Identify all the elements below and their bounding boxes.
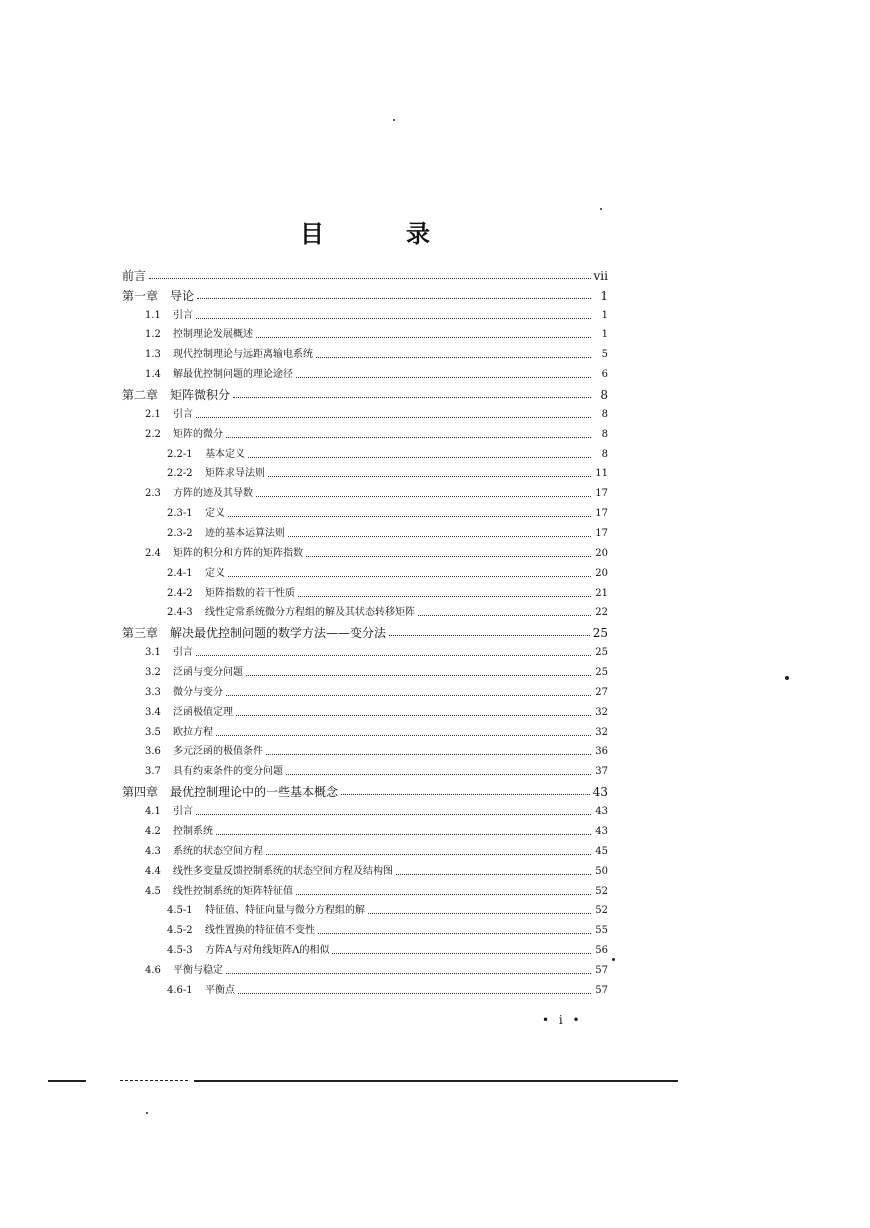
table-of-contents	[122, 262, 608, 997]
toc-title-char-1: 目	[300, 220, 324, 248]
toc-subsection-row	[122, 917, 608, 937]
toc-entry-number: 2.4-1	[167, 567, 193, 579]
toc-section-row	[122, 858, 608, 878]
toc-entry-page: 56	[595, 945, 608, 957]
toc-entry-page: 32	[595, 726, 608, 738]
dot-leader	[286, 774, 591, 775]
dot-leader	[228, 576, 591, 577]
dot-leader	[197, 298, 591, 299]
toc-entry-title: 泛函极值定理	[173, 706, 233, 718]
toc-entry-title: 前言	[122, 268, 147, 283]
toc-entry-number: 4.6-1	[167, 984, 193, 996]
dot-leader	[216, 735, 591, 736]
toc-entry-page: 8	[601, 448, 608, 460]
toc-entry-title: 系统的状态空间方程	[173, 845, 263, 857]
toc-entry-page: 1	[600, 288, 608, 303]
toc-entry-page: 32	[595, 706, 608, 718]
toc-entry-page: 36	[595, 746, 608, 758]
toc-entry-title: 定义	[205, 567, 225, 579]
toc-entry-number: 4.3	[145, 845, 161, 857]
dot-leader	[318, 933, 591, 934]
dot-leader	[266, 754, 591, 755]
toc-entry-title: 微分与变分	[173, 686, 223, 698]
toc-section-row	[122, 659, 608, 679]
toc-entry-number: 第二章	[122, 388, 159, 403]
dot-leader	[246, 675, 591, 676]
toc-entry-page: 8	[601, 428, 608, 440]
toc-chapter-row	[122, 778, 608, 798]
toc-entry-number: 2.2-1	[167, 448, 193, 460]
toc-entry-title: 定义	[205, 508, 225, 520]
toc-entry-page: 25	[592, 626, 608, 641]
toc-entry-page: 45	[595, 845, 608, 857]
toc-entry-number: 3.4	[145, 706, 161, 718]
toc-entry-page: 37	[595, 766, 608, 778]
toc-chapter-row	[122, 619, 608, 639]
toc-entry-number: 4.5-1	[167, 905, 193, 917]
toc-entry-title: 引言	[173, 647, 193, 659]
dot-leader	[268, 476, 591, 477]
toc-chapter-row	[122, 381, 608, 401]
dot-leader	[389, 635, 590, 636]
scan-speck	[393, 119, 395, 121]
dot-leader	[368, 913, 591, 914]
dot-leader	[233, 397, 591, 398]
toc-section-row	[122, 719, 608, 739]
toc-entry-number: 2.4	[145, 547, 161, 559]
toc-entry-title: 控制理论发展概述	[173, 329, 253, 341]
toc-entry-page: 57	[595, 964, 608, 976]
toc-section-row	[122, 739, 608, 759]
toc-subsection-row	[122, 560, 608, 580]
dot-leader	[228, 516, 591, 517]
toc-section-row	[122, 540, 608, 560]
toc-entry-title: 方阵的迹及其导数	[173, 488, 253, 500]
toc-section-row	[122, 679, 608, 699]
toc-entry-number: 1.2	[145, 329, 161, 341]
toc-entry-page: 17	[595, 528, 608, 540]
dot-leader	[196, 417, 591, 418]
toc-entry-number: 4.5	[145, 885, 161, 897]
scan-edge-line	[120, 1080, 188, 1083]
dot-leader	[248, 457, 591, 458]
toc-section-row	[122, 639, 608, 659]
toc-entry-title: 引言	[173, 408, 193, 420]
toc-entry-page: 22	[595, 607, 608, 619]
dot-leader	[296, 894, 591, 895]
dot-leader	[418, 615, 591, 616]
toc-entry-title: 欧拉方程	[173, 726, 213, 738]
toc-entry-title: 矩阵求导法则	[205, 468, 265, 480]
toc-section-row	[122, 361, 608, 381]
toc-entry-title: 最优控制理论中的一些基本概念	[170, 785, 339, 800]
dot-leader	[226, 437, 591, 438]
toc-entry-number: 2.2	[145, 428, 161, 440]
dot-leader	[196, 318, 591, 319]
toc-entry-page: 21	[595, 587, 608, 599]
toc-entry-page: vii	[593, 268, 608, 283]
toc-entry-number: 第一章	[122, 288, 159, 303]
scan-speck	[612, 958, 615, 961]
toc-title	[300, 214, 430, 249]
toc-section-row	[122, 421, 608, 441]
toc-entry-number: 1.3	[145, 349, 161, 361]
toc-section-row	[122, 838, 608, 858]
toc-entry-number: 4.4	[145, 865, 161, 877]
toc-entry-page: 25	[595, 647, 608, 659]
scan-edge-line	[48, 1080, 86, 1082]
toc-entry-number: 3.2	[145, 667, 161, 679]
toc-entry-page: 5	[601, 349, 608, 361]
toc-entry-number: 2.3-1	[167, 508, 193, 520]
toc-subsection-row	[122, 977, 608, 997]
toc-entry-page: 27	[595, 686, 608, 698]
scan-speck	[785, 676, 789, 680]
toc-entry-title: 矩阵的微分	[173, 428, 223, 440]
dot-leader	[196, 655, 591, 656]
toc-entry-title: 泛函与变分问题	[173, 667, 243, 679]
dot-leader	[332, 953, 591, 954]
toc-entry-number: 4.2	[145, 825, 161, 837]
toc-entry-page: 57	[595, 984, 608, 996]
toc-entry-title: 导论	[170, 288, 195, 303]
dot-leader	[236, 715, 591, 716]
toc-section-row	[122, 758, 608, 778]
toc-entry-number: 3.6	[145, 746, 161, 758]
toc-chapter-row	[122, 282, 608, 302]
dot-leader	[256, 337, 591, 338]
dot-leader	[266, 854, 591, 855]
toc-entry-title: 平衡与稳定	[173, 964, 223, 976]
toc-subsection-row	[122, 937, 608, 957]
toc-entry-page: 17	[595, 508, 608, 520]
toc-entry-title: 矩阵微积分	[170, 388, 231, 403]
toc-section-row	[122, 878, 608, 898]
dot-leader	[341, 794, 590, 795]
toc-entry-page: 11	[595, 468, 608, 480]
toc-entry-number: 第四章	[122, 785, 159, 800]
toc-entry-page: 8	[601, 408, 608, 420]
dot-leader	[238, 993, 591, 994]
toc-entry-number: 2.3	[145, 488, 161, 500]
toc-entry-title: 线性控制系统的矩阵特征值	[173, 885, 293, 897]
toc-section-row	[122, 798, 608, 818]
toc-entry-title: 现代控制理论与远距离输电系统	[173, 349, 313, 361]
toc-entry-number: 4.5-3	[167, 945, 193, 957]
toc-entry-number: 3.7	[145, 766, 161, 778]
toc-entry-number: 4.5-2	[167, 925, 193, 937]
dot-leader	[149, 278, 591, 279]
toc-section-row	[122, 699, 608, 719]
toc-entry-number: 2.3-2	[167, 528, 193, 540]
toc-subsection-row	[122, 898, 608, 918]
toc-entry-number: 2.4-3	[167, 607, 193, 619]
toc-section-row	[122, 480, 608, 500]
toc-entry-title: 迹的基本运算法则	[205, 528, 285, 540]
toc-section-row	[122, 401, 608, 421]
toc-entry-number: 第三章	[122, 626, 159, 641]
toc-entry-page: 8	[600, 388, 608, 403]
toc-entry-title: 线性定常系统微分方程组的解及其状态转移矩阵	[205, 607, 415, 619]
toc-entry-page: 20	[595, 567, 608, 579]
toc-entry-page: 6	[601, 369, 608, 381]
toc-section-row	[122, 341, 608, 361]
dot-leader	[296, 377, 591, 378]
toc-entry-title: 多元泛函的极值条件	[173, 746, 263, 758]
scan-speck	[600, 208, 602, 210]
toc-subsection-row	[122, 580, 608, 600]
toc-entry-page: 1	[601, 329, 608, 341]
toc-entry-title: 方阵A与对角线矩阵Λ的相似	[205, 945, 330, 957]
dot-leader	[216, 834, 591, 835]
toc-entry-number: 1.1	[145, 309, 161, 321]
dot-leader	[306, 556, 591, 557]
toc-entry-page: 52	[595, 905, 608, 917]
toc-entry-page: 25	[595, 667, 608, 679]
toc-entry-title: 线性多变量反馈控制系统的状态空间方程及结构图	[173, 865, 393, 877]
toc-entry-page: 17	[595, 488, 608, 500]
toc-subsection-row	[122, 520, 608, 540]
toc-entry-number: 2.4-2	[167, 587, 193, 599]
toc-chapter-row	[122, 262, 608, 282]
toc-entry-number: 3.1	[145, 647, 161, 659]
toc-entry-page: 43	[595, 825, 608, 837]
toc-entry-title: 基本定义	[205, 448, 245, 460]
toc-title-char-2: 录	[406, 220, 430, 248]
toc-entry-title: 线性置换的特征值不变性	[205, 925, 315, 937]
scan-edge-line	[194, 1080, 678, 1082]
toc-entry-title: 矩阵指数的若干性质	[205, 587, 295, 599]
toc-section-row	[122, 818, 608, 838]
toc-entry-title: 解决最优控制问题的数学方法——变分法	[170, 626, 387, 641]
toc-section-row	[122, 957, 608, 977]
toc-entry-title: 平衡点	[205, 984, 235, 996]
toc-entry-title: 控制系统	[173, 825, 213, 837]
dot-leader	[396, 874, 591, 875]
toc-subsection-row	[122, 600, 608, 620]
toc-entry-number: 4.6	[145, 964, 161, 976]
toc-subsection-row	[122, 461, 608, 481]
toc-entry-title: 引言	[173, 309, 193, 321]
toc-subsection-row	[122, 500, 608, 520]
toc-entry-page: 43	[592, 785, 608, 800]
toc-entry-title: 引言	[173, 806, 193, 818]
dot-leader	[256, 496, 591, 497]
toc-subsection-row	[122, 441, 608, 461]
toc-entry-number: 2.1	[145, 408, 161, 420]
toc-entry-number: 3.5	[145, 726, 161, 738]
toc-entry-page: 1	[601, 309, 608, 321]
toc-entry-page: 52	[595, 885, 608, 897]
dot-leader	[298, 596, 591, 597]
toc-entry-page: 50	[595, 865, 608, 877]
toc-entry-page: 55	[595, 925, 608, 937]
toc-section-row	[122, 302, 608, 322]
scan-speck	[146, 1112, 148, 1114]
dot-leader	[226, 973, 591, 974]
toc-entry-page: 20	[595, 547, 608, 559]
toc-entry-title: 解最优控制问题的理论途径	[173, 369, 293, 381]
toc-entry-page: 43	[595, 806, 608, 818]
dot-leader	[226, 695, 591, 696]
toc-entry-title: 矩阵的积分和方阵的矩阵指数	[173, 547, 303, 559]
dot-leader	[316, 357, 591, 358]
toc-section-row	[122, 322, 608, 342]
toc-entry-title: 特征值、特征向量与微分方程组的解	[205, 905, 365, 917]
page-number: • i •	[542, 1013, 583, 1027]
toc-entry-number: 4.1	[145, 806, 161, 818]
toc-entry-number: 1.4	[145, 369, 161, 381]
toc-entry-number: 2.2-2	[167, 468, 193, 480]
toc-entry-number: 3.3	[145, 686, 161, 698]
dot-leader	[288, 536, 591, 537]
dot-leader	[196, 814, 591, 815]
toc-entry-title: 具有约束条件的变分问题	[173, 766, 283, 778]
